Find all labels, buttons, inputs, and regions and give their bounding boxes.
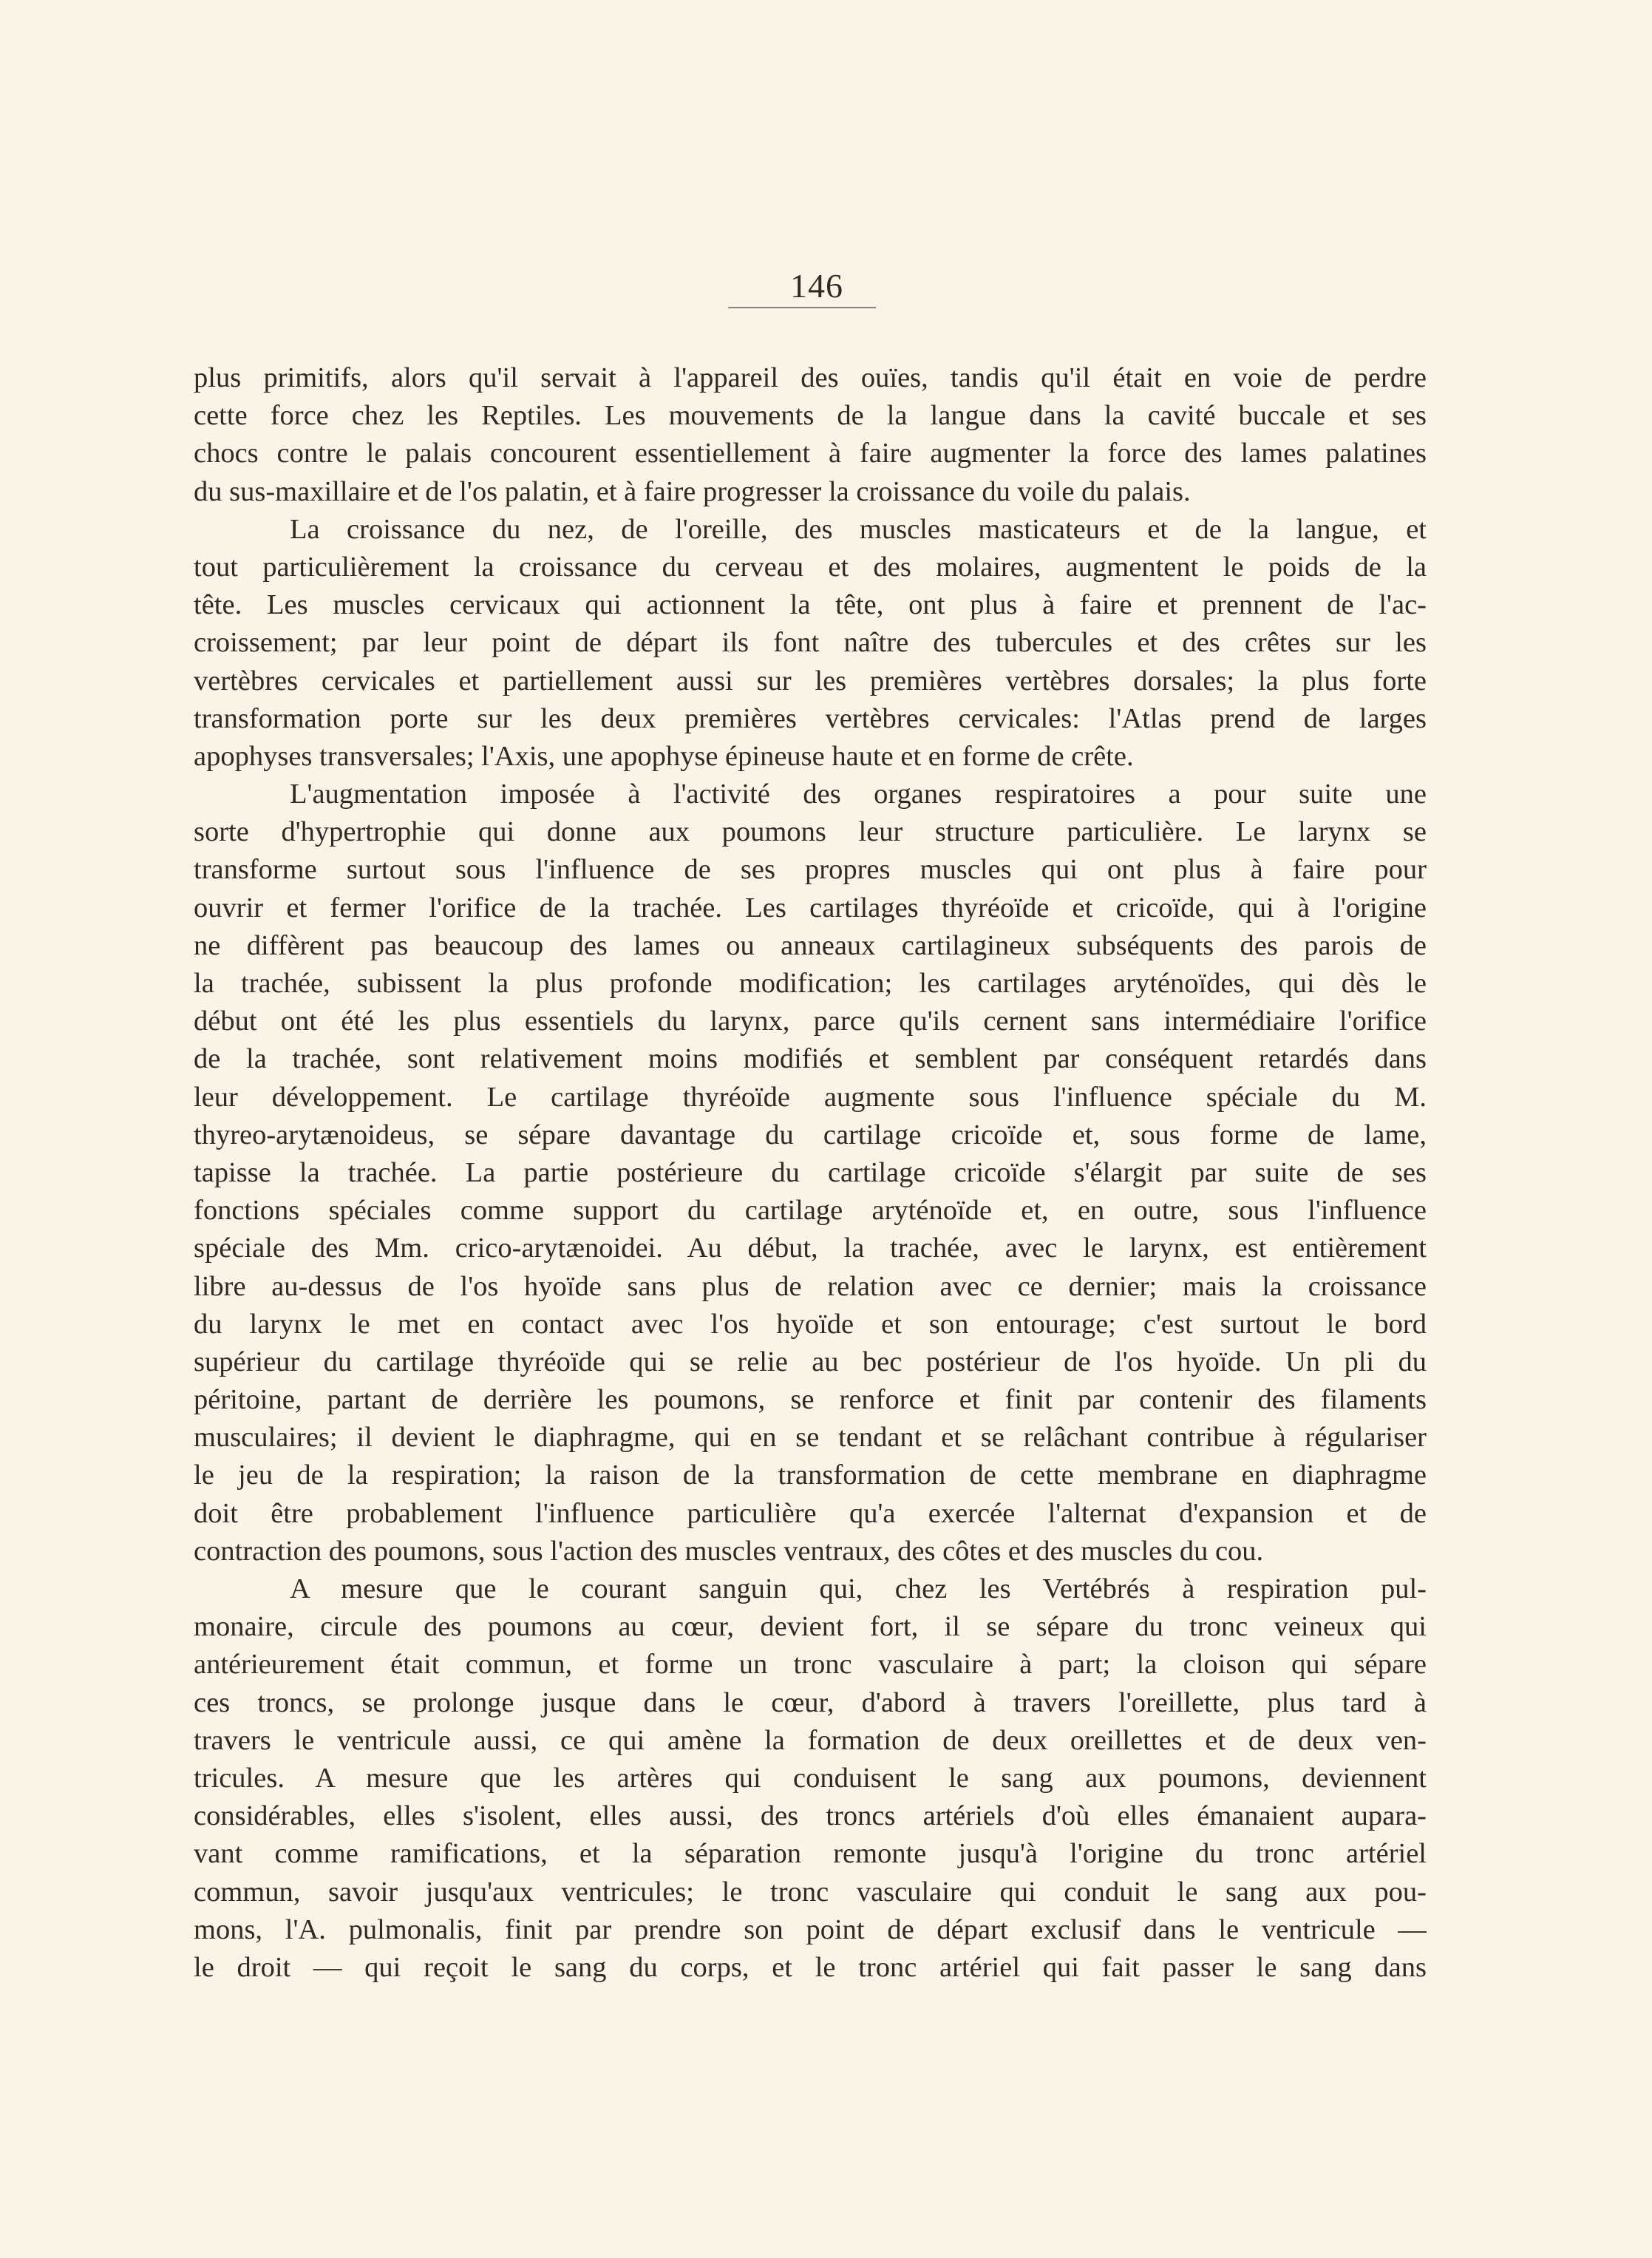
- text-line: tête. Les muscles cervicaux qui actionnent la tête, ont plus à faire et prennent de l'ac-: [194, 589, 1427, 621]
- body-text: [194, 359, 1427, 1987]
- text-line: musculaires; il devient le diaphragme, qui en se tendant et se relâchant contribue à régulariser: [194, 1422, 1427, 1454]
- text-line: tout particulièrement la croissance du cerveau et des molaires, augmentent le poids de la: [194, 551, 1427, 583]
- text-line: péritoine, partant de derrière les poumons, se renforce et finit par contenir des filaments: [194, 1384, 1427, 1416]
- text-line: chocs contre le palais concourent essentiellement à faire augmenter la force des lames palatines: [194, 438, 1427, 469]
- text-line: apophyses transversales; l'Axis, une apophyse épineuse haute et en forme de crête.: [194, 740, 1134, 772]
- text-line: du larynx le met en contact avec l'os hyoïde et son entourage; c'est surtout le bord: [194, 1308, 1427, 1340]
- text-line: considérables, elles s'isolent, elles aussi, des troncs artériels d'où elles émanaient aupara-: [194, 1800, 1427, 1832]
- text-line: monaire, circule des poumons au cœur, devient fort, il se sépare du tronc veineux qui: [194, 1611, 1427, 1643]
- text-line: La croissance du nez, de l'oreille, des muscles masticateurs et de la langue, et: [290, 513, 1427, 545]
- text-line: libre au-dessus de l'os hyoïde sans plus de relation avec ce dernier; mais la croissance: [194, 1270, 1427, 1302]
- text-line: antérieurement était commun, et forme un tronc vasculaire à part; la cloison qui sépare: [194, 1649, 1427, 1681]
- text-line: ouvrir et fermer l'orifice de la trachée. Les cartilages thyréoïde et cricoïde, qui à l'origine: [194, 892, 1427, 923]
- text-line: vant comme ramifications, et la séparation remonte jusqu'à l'origine du tronc artériel: [194, 1838, 1427, 1870]
- text-line: la trachée, subissent la plus profonde modification; les cartilages aryténoïdes, qui dès le: [194, 968, 1427, 999]
- text-line: ne diffèrent pas beaucoup des lames ou anneaux cartilagineux subséquents des parois de: [194, 929, 1427, 961]
- text-line: commun, savoir jusqu'aux ventricules; le tronc vasculaire qui conduit le sang aux pou-: [194, 1876, 1427, 1908]
- text-line: spéciale des Mm. crico-arytænoidei. Au début, la trachée, avec le larynx, est entièrement: [194, 1233, 1427, 1264]
- text-line: travers le ventricule aussi, ce qui amène la formation de deux oreillettes et de deux ven-: [194, 1724, 1427, 1756]
- text-line: A mesure que le courant sanguin qui, chez les Vertébrés à respiration pul-: [290, 1573, 1427, 1604]
- text-line: mons, l'A. pulmonalis, finit par prendre son point de départ exclusif dans le ventricule —: [194, 1913, 1427, 1945]
- page-number: 146: [790, 267, 843, 305]
- text-line: supérieur du cartilage thyréoïde qui se relie au bec postérieur de l'os hyoïde. Un pli du: [194, 1346, 1427, 1377]
- text-line: fonctions spéciales comme support du cartilage aryténoïde et, en outre, sous l'influence: [194, 1195, 1427, 1227]
- text-line: transformation porte sur les deux premières vertèbres cervicales: l'Atlas prend de larges: [194, 702, 1427, 734]
- text-line: début ont été les plus essentiels du larynx, parce qu'ils cernent sans intermédiaire l'orifice: [194, 1006, 1427, 1037]
- text-line: le droit — qui reçoit le sang du corps, et le tronc artériel qui fait passer le sang dans: [194, 1951, 1427, 1983]
- text-line: leur développement. Le cartilage thyréoïde augmente sous l'influence spéciale du M.: [194, 1081, 1427, 1113]
- text-line: contraction des poumons, sous l'action des muscles ventraux, des côtes et des muscles du cou.: [194, 1535, 1264, 1567]
- text-line: plus primitifs, alors qu'il servait à l'appareil des ouïes, tandis qu'il était en voie de perdre: [194, 362, 1427, 393]
- text-line: du sus-maxillaire et de l'os palatin, et à faire progresser la croissance du voile du palais.: [194, 475, 1191, 507]
- text-line: le jeu de la respiration; la raison de la transformation de cette membrane en diaphragme: [194, 1459, 1427, 1491]
- text-line: cette force chez les Reptiles. Les mouvements de la langue dans la cavité buccale et ses: [194, 400, 1427, 432]
- text-line: L'augmentation imposée à l'activité des organes respiratoires a pour suite une: [290, 779, 1427, 810]
- text-line: croissement; par leur point de départ ils font naître des tubercules et des crêtes sur les: [194, 627, 1427, 659]
- text-line: vertèbres cervicales et partiellement aussi sur les premières vertèbres dorsales; la plus forte: [194, 665, 1427, 696]
- page-number-rule: [728, 307, 876, 308]
- text-line: tapisse la trachée. La partie postérieure du cartilage cricoïde s'élargit par suite de ses: [194, 1156, 1427, 1188]
- text-line: thyreo-arytænoideus, se sépare davantage du cartilage cricoïde et, sous forme de lame,: [194, 1119, 1427, 1150]
- text-line: de la trachée, sont relativement moins modifiés et semblent par conséquent retardés dans: [194, 1043, 1427, 1075]
- text-line: ces troncs, se prolonge jusque dans le cœur, d'abord à travers l'oreillette, plus tard à: [194, 1686, 1427, 1718]
- text-line: sorte d'hypertrophie qui donne aux poumons leur structure particulière. Le larynx se: [194, 816, 1427, 848]
- text-line: doit être probablement l'influence particulière qu'a exercée l'alternat d'expansion et de: [194, 1497, 1427, 1529]
- text-line: transforme surtout sous l'influence de ses propres muscles qui ont plus à faire pour: [194, 854, 1427, 886]
- text-line: tricules. A mesure que les artères qui conduisent le sang aux poumons, deviennent: [194, 1762, 1427, 1794]
